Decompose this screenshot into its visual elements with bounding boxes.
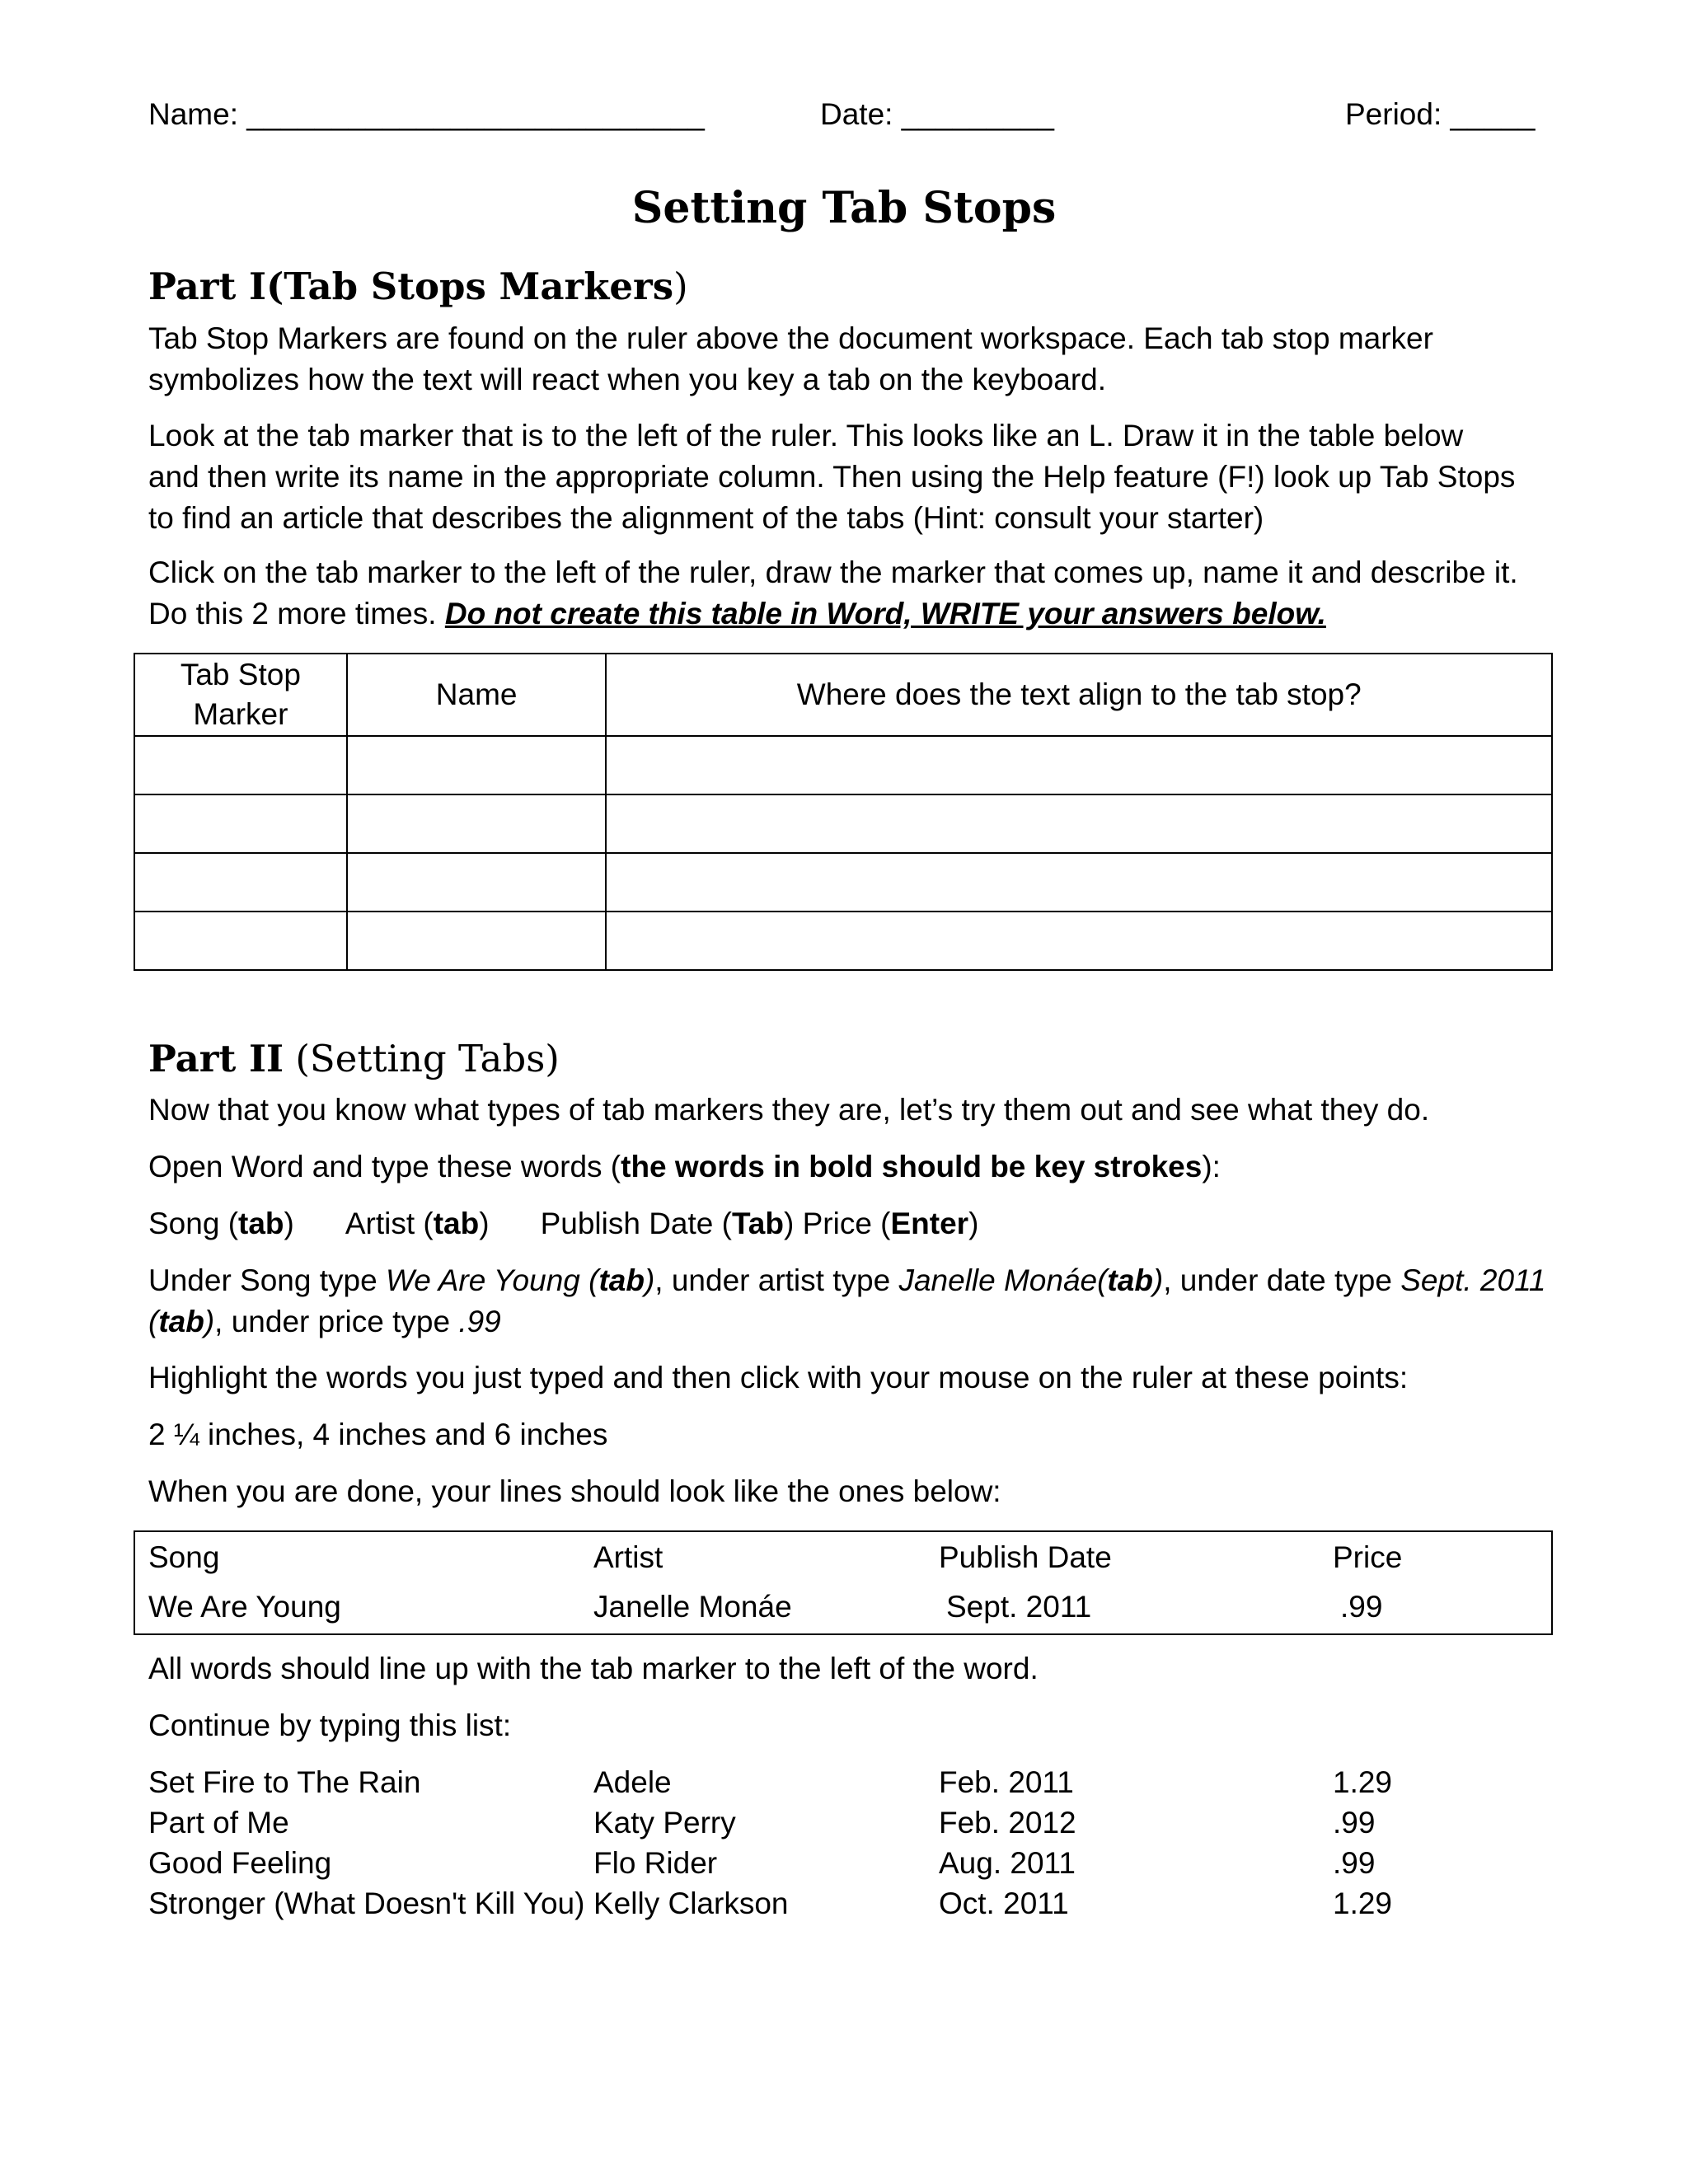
part1-para2-line2: and then write its name in the appropriate column. Then using the Help feature (F!) look up Tab Stops xyxy=(148,460,1516,494)
list-price: 1.29 xyxy=(1333,1765,1393,1799)
list-artist: Flo Rider xyxy=(593,1846,718,1880)
part1-heading-tail: ) xyxy=(673,265,688,308)
table-cell[interactable] xyxy=(606,794,1552,853)
part1-para1-line1: Tab Stop Markers are found on the ruler above the document workspace. Each tab stop marker xyxy=(148,321,1433,355)
table-row xyxy=(134,912,1552,970)
part1-para1 xyxy=(148,318,1550,401)
part1-para3-line2: Do this 2 more times. xyxy=(148,597,445,630)
list-song: Stronger (What Doesn't Kill You) xyxy=(148,1886,585,1920)
table-cell[interactable] xyxy=(134,794,347,853)
list-date: Feb. 2011 xyxy=(939,1765,1074,1799)
sample-header-price: Price xyxy=(1333,1540,1403,1574)
table-cell[interactable] xyxy=(347,794,607,853)
table-cell[interactable] xyxy=(347,736,607,794)
sample-header-date: Publish Date xyxy=(939,1540,1112,1574)
table-row xyxy=(134,736,1552,794)
part1-heading-bold: Part I(Tab Stops Markers xyxy=(148,265,674,308)
part1-para2-line1: Look at the tab marker that is to the left of the ruler. This looks like an L. Draw it in the table below xyxy=(148,419,1464,452)
list-price: 1.29 xyxy=(1333,1886,1393,1920)
header-row xyxy=(148,97,1541,138)
sample-price: .99 xyxy=(1340,1590,1383,1624)
part1-para3-line1: Click on the tab marker to the left of the ruler, draw the marker that comes up, name it and describe it. xyxy=(148,555,1518,589)
date-field: Date: _________ xyxy=(820,97,1054,131)
part2-heading-tail: (Setting Tabs) xyxy=(284,1037,560,1080)
list-song: Good Feeling xyxy=(148,1846,332,1880)
sample-header-artist: Artist xyxy=(593,1540,663,1574)
header-tab-stop-marker: Tab Stop Marker xyxy=(134,654,347,736)
table-cell[interactable] xyxy=(606,736,1552,794)
list-song: Part of Me xyxy=(148,1806,289,1840)
header-name: Name xyxy=(347,654,607,736)
table-cell[interactable] xyxy=(134,736,347,794)
part2-intro: Now that you know what types of tab markers they are, let’s try them out and see what they do. xyxy=(148,1093,1430,1127)
sample-song: We Are Young xyxy=(148,1590,341,1624)
part1-para2 xyxy=(148,415,1550,539)
part1-para2-line3: to find an article that describes the alignment of the tabs (Hint: consult your starter) xyxy=(148,501,1264,535)
part1-para3 xyxy=(148,552,1550,635)
page-title: Setting Tab Stops xyxy=(631,183,1057,233)
table-cell[interactable] xyxy=(134,912,347,970)
table-header-row xyxy=(134,654,1552,736)
continue-note: Continue by typing this list: xyxy=(148,1708,512,1742)
keystroke-line: Song (tab) Artist (tab) Publish Date (Tab) Price (Enter) xyxy=(148,1207,979,1240)
table-cell[interactable] xyxy=(606,912,1552,970)
tab-marker-table xyxy=(134,653,1553,971)
list-price: .99 xyxy=(1333,1806,1376,1840)
list-date: Oct. 2011 xyxy=(939,1886,1069,1920)
when-done-note: When you are done, your lines should look like the ones below: xyxy=(148,1474,1001,1508)
align-note: All words should line up with the tab marker to the left of the word. xyxy=(148,1652,1039,1685)
list-artist: Katy Perry xyxy=(593,1806,736,1840)
highlight-instruction: Highlight the words you just typed and then click with your mouse on the ruler at these points: xyxy=(148,1361,1409,1394)
sample-artist: Janelle Monáe xyxy=(593,1590,792,1624)
part1-para1-line2: symbolizes how the text will react when you key a tab on the keyboard. xyxy=(148,363,1106,396)
name-field: Name: ___________________________ xyxy=(148,97,705,131)
part1-heading xyxy=(148,262,688,312)
table-cell[interactable] xyxy=(606,853,1552,912)
header-alignment: Where does the text align to the tab stop? xyxy=(606,654,1552,736)
open-word-instruction: Open Word and type these words (the words in bold should be key strokes): xyxy=(148,1150,1221,1183)
sample-date: Sept. 2011 xyxy=(946,1590,1092,1624)
list-date: Feb. 2012 xyxy=(939,1806,1076,1840)
part2-heading xyxy=(148,1034,560,1084)
table-row xyxy=(134,794,1552,853)
list-song: Set Fire to The Rain xyxy=(148,1765,421,1799)
list-artist: Kelly Clarkson xyxy=(593,1886,789,1920)
sample-header-song: Song xyxy=(148,1540,220,1574)
part2-heading-bold: Part II xyxy=(148,1037,284,1080)
part1-para3-emphasis: Do not create this table in Word, WRITE your answers below. xyxy=(444,597,1326,630)
table-row xyxy=(134,853,1552,912)
list-price: .99 xyxy=(1333,1846,1376,1880)
table-cell[interactable] xyxy=(347,912,607,970)
list-date: Aug. 2011 xyxy=(939,1846,1076,1880)
keystroke-note: the words in bold should be key strokes xyxy=(621,1150,1203,1183)
table-cell[interactable] xyxy=(134,853,347,912)
list-artist: Adele xyxy=(593,1765,672,1799)
period-field: Period: _____ xyxy=(1345,97,1536,131)
sample-output-box xyxy=(134,1530,1553,1635)
table-cell[interactable] xyxy=(347,853,607,912)
under-instruction: Under Song type We Are Young (tab), under artist type Janelle Monáe(tab), under date type Sept. 2011 (tab), under price type .99 xyxy=(148,1263,1546,1338)
ruler-points: 2 ¼ inches, 4 inches and 6 inches xyxy=(148,1418,608,1451)
